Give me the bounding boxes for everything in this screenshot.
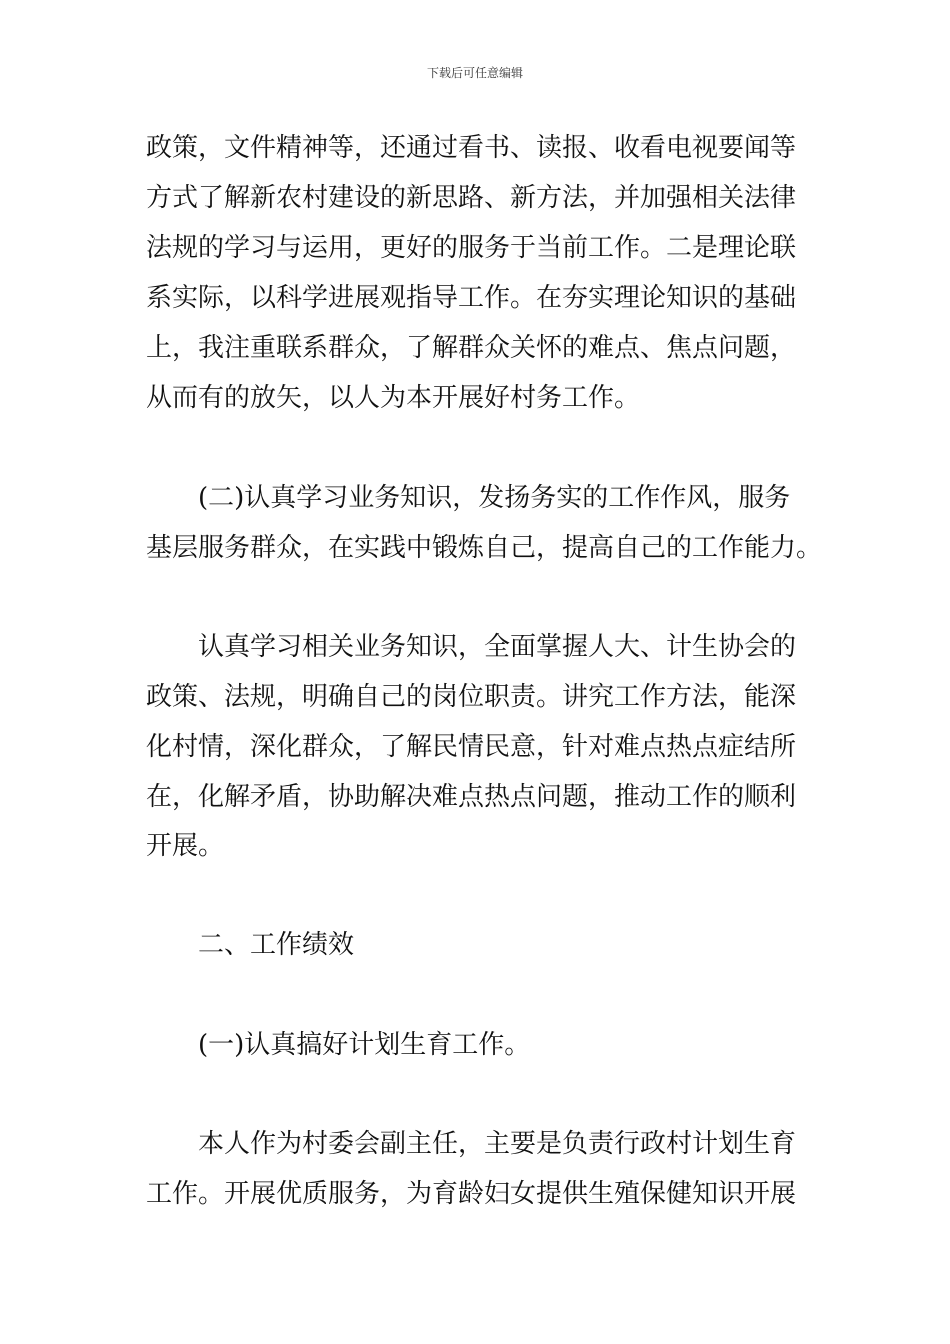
body-line: 政策，文件精神等，还通过看书、读报、收看电视要闻等 [146,133,797,163]
body-line: 开展。 [146,831,225,861]
body-line: 法规的学习与运用，更好的服务于当前工作。二是理论联 [146,233,797,263]
body-line: 方式了解新农村建设的新思路、新方法，并加强相关法律 [146,183,797,213]
body-line: 基层服务群众，在实践中锻炼自己，提高自己的工作能力。 [146,533,823,563]
body-line: 系实际，以科学进展观指导工作。在夯实理论知识的基础 [146,283,797,313]
body-line: 认真学习相关业务知识，全面掌握人大、计生协会的 [198,632,797,662]
body-line: 工作。开展优质服务，为育龄妇女提供生殖保健知识开展 [146,1179,797,1209]
page-header: 下载后可任意编辑 [426,66,523,80]
body-line: 从而有的放矢，以人为本开展好村务工作。 [146,383,641,413]
body-line: 本人作为村委会副主任，主要是负责行政村计划生育 [198,1129,797,1159]
section-heading: 二、工作绩效 [198,930,355,960]
body-line: 政策、法规，明确自己的岗位职责。讲究工作方法，能深 [146,682,797,712]
body-line: (二)认真学习业务知识，发扬务实的工作作风，服务 [198,483,791,513]
body-line: 在，化解矛盾，协助解决难点热点问题，推动工作的顺利 [146,782,797,812]
body-line: 上，我注重联系群众，了解群众关怀的难点、焦点问题， [146,333,797,363]
subsection-heading: (一)认真搞好计划生育工作。 [198,1030,531,1060]
body-line: 化村情，深化群众，了解民情民意，针对难点热点症结所 [146,732,797,762]
